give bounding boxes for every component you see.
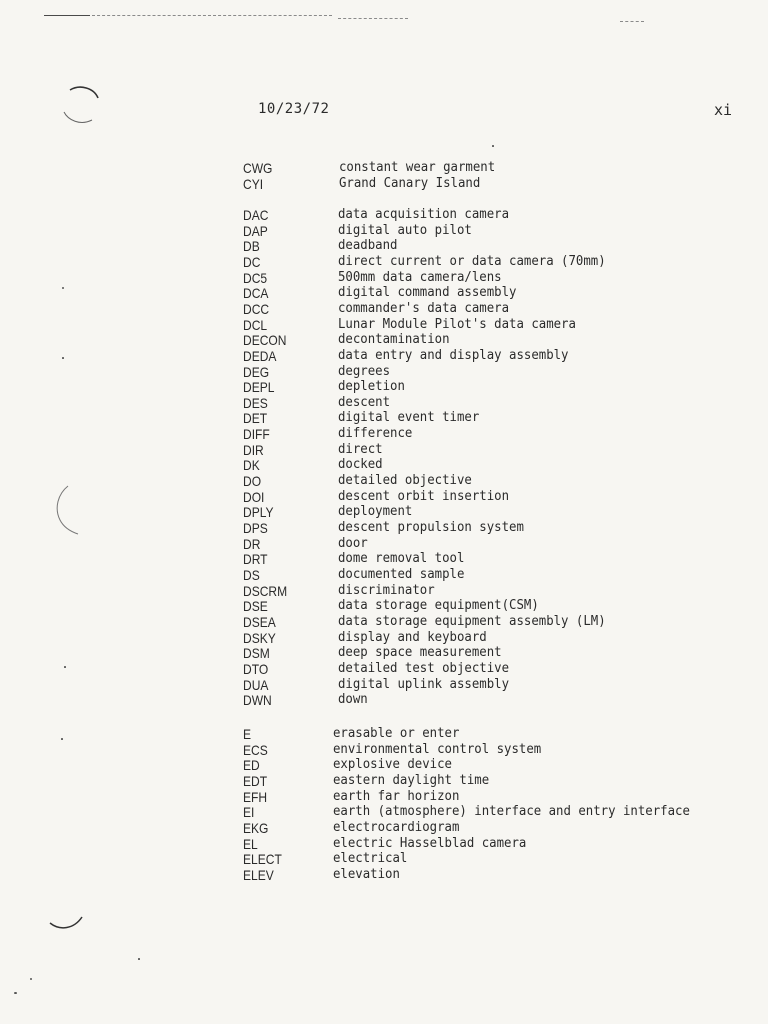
definition: elevation xyxy=(333,866,400,882)
definition: discriminator xyxy=(338,582,435,598)
definition: constant wear garment xyxy=(339,160,496,175)
abbreviation: DCC xyxy=(243,300,270,317)
page-number: xi xyxy=(714,101,733,119)
abbreviation: EL xyxy=(243,835,258,852)
abbreviation: DO xyxy=(243,473,262,490)
definition: deadband xyxy=(338,238,398,254)
document-date: 10/23/72 xyxy=(258,101,330,117)
definition: deployment xyxy=(338,504,413,520)
glossary-entry xyxy=(243,867,713,883)
abbreviation: ELEV xyxy=(243,866,274,883)
glossary-entry xyxy=(243,504,713,520)
definition: data acquisition camera xyxy=(338,207,510,222)
definition: electrocardiogram xyxy=(333,819,460,835)
glossary-entry xyxy=(243,238,713,254)
definition: difference xyxy=(338,426,413,442)
definition: down xyxy=(338,692,368,708)
definition: eastern daylight time xyxy=(333,772,490,788)
definition: erasable or enter xyxy=(333,726,460,741)
abbreviation: EDT xyxy=(243,772,268,789)
definition: earth (atmosphere) interface and entry interface xyxy=(333,804,690,820)
definition: digital command assembly xyxy=(338,285,517,301)
abbreviation: DIFF xyxy=(243,426,270,443)
glossary-entry xyxy=(243,836,713,852)
definition: data entry and display assembly xyxy=(338,347,569,363)
abbreviation: DSEA xyxy=(243,613,276,630)
definition: descent orbit insertion xyxy=(338,488,510,504)
definition: display and keyboard xyxy=(338,629,487,645)
glossary-entry xyxy=(243,677,713,693)
abbreviation: DUA xyxy=(243,676,269,693)
definition: environmental control system xyxy=(333,741,542,757)
definition: Grand Canary Island xyxy=(339,175,481,191)
definition: digital event timer xyxy=(338,410,480,426)
definition: decontamination xyxy=(338,332,450,348)
abbreviation: DCA xyxy=(243,285,269,302)
definition: commander's data camera xyxy=(338,300,510,316)
abbreviation: ELECT xyxy=(243,851,282,868)
definition: digital uplink assembly xyxy=(338,676,510,692)
definition: electric Hasselblad camera xyxy=(333,835,527,851)
glossary-entry xyxy=(243,473,713,489)
abbreviation: E xyxy=(243,726,252,742)
abbreviation: DSE xyxy=(243,598,268,615)
abbreviation: DK xyxy=(243,457,260,474)
definition: earth far horizon xyxy=(333,788,460,804)
abbreviation: DEG xyxy=(243,363,270,380)
definition: direct xyxy=(338,441,383,457)
definition: Lunar Module Pilot's data camera xyxy=(338,316,576,332)
glossary-entry xyxy=(243,489,713,505)
glossary-entry xyxy=(243,645,713,661)
glossary-entry xyxy=(243,520,713,536)
glossary-entry xyxy=(243,583,713,599)
abbreviation: DC xyxy=(243,253,261,270)
glossary-entry xyxy=(243,630,713,646)
definition: data storage equipment(CSM) xyxy=(338,598,539,614)
abbreviation: DIR xyxy=(243,441,264,458)
abbreviation: DC5 xyxy=(243,269,268,286)
glossary-entry xyxy=(243,757,713,773)
definition: degrees xyxy=(338,363,391,379)
glossary-entry xyxy=(243,851,713,867)
abbreviation: DAC xyxy=(243,207,269,223)
glossary-entry xyxy=(243,410,713,426)
definition: 500mm data camera/lens xyxy=(338,269,502,285)
abbreviation: CYI xyxy=(243,175,264,192)
abbreviation: DSM xyxy=(243,645,270,662)
definition: digital auto pilot xyxy=(338,222,472,238)
abbreviation: DES xyxy=(243,394,268,411)
definition: descent xyxy=(338,394,391,410)
abbreviation: DPS xyxy=(243,520,268,536)
abbreviation: DS xyxy=(243,566,260,583)
definition: explosive device xyxy=(333,757,452,773)
glossary-entry xyxy=(243,742,713,758)
glossary-entry xyxy=(243,551,713,567)
glossary-entry xyxy=(243,442,713,458)
glossary-entry xyxy=(243,804,713,820)
abbreviation: DB xyxy=(243,238,260,255)
abbreviation: DEPL xyxy=(243,379,275,396)
glossary-entry xyxy=(243,364,713,380)
definition: door xyxy=(338,535,368,551)
abbreviation: DRT xyxy=(243,551,268,568)
glossary-entry xyxy=(243,789,713,805)
glossary-entry xyxy=(243,207,713,223)
definition: descent propulsion system xyxy=(338,520,524,535)
abbreviation: EFH xyxy=(243,788,268,805)
definition: deep space measurement xyxy=(338,645,502,661)
definition: detailed test objective xyxy=(338,660,510,676)
glossary-entry xyxy=(243,395,713,411)
definition: data storage equipment assembly (LM) xyxy=(338,613,606,629)
definition: documented sample xyxy=(338,566,465,582)
abbreviation: DR xyxy=(243,535,261,552)
glossary-entry xyxy=(243,726,713,742)
definition: docked xyxy=(338,457,383,473)
abbreviation: ED xyxy=(243,757,260,774)
abbreviation: CWG xyxy=(243,160,273,176)
glossary-entry xyxy=(243,773,713,789)
abbreviation: DWN xyxy=(243,692,272,709)
glossary-entry xyxy=(243,285,713,301)
glossary-entry xyxy=(243,820,713,836)
glossary-entry xyxy=(243,457,713,473)
glossary-entry xyxy=(243,301,713,317)
abbreviation: DPLY xyxy=(243,504,274,521)
abbreviation: DECON xyxy=(243,332,287,349)
glossary-entry xyxy=(243,614,713,630)
abbreviation: DTO xyxy=(243,660,269,677)
glossary-entry xyxy=(243,254,713,270)
abbreviation: DET xyxy=(243,410,268,427)
glossary-entry xyxy=(243,379,713,395)
abbreviation: DSKY xyxy=(243,629,276,646)
glossary-entry xyxy=(243,692,713,708)
abbreviation: DAP xyxy=(243,222,268,239)
glossary-entry xyxy=(243,598,713,614)
glossary-entry xyxy=(243,270,713,286)
glossary-entry xyxy=(243,332,713,348)
definition: direct current or data camera (70mm) xyxy=(338,253,606,269)
abbreviation: DCL xyxy=(243,316,268,333)
glossary-entry xyxy=(243,536,713,552)
definition: electrical xyxy=(333,851,408,867)
abbreviation: DEDA xyxy=(243,347,277,364)
glossary-entry xyxy=(243,317,713,333)
abbreviation: DSCRM xyxy=(243,582,288,599)
glossary-entry xyxy=(243,160,713,176)
definition: depletion xyxy=(338,379,405,395)
abbreviation: EI xyxy=(243,804,255,821)
abbreviation: DOI xyxy=(243,488,265,505)
glossary-entry xyxy=(243,426,713,442)
definition: dome removal tool xyxy=(338,551,465,567)
abbreviation: ECS xyxy=(243,741,268,758)
glossary-entry xyxy=(243,567,713,583)
definition: detailed objective xyxy=(338,473,472,489)
abbreviation: EKG xyxy=(243,819,269,836)
glossary-entry xyxy=(243,176,713,192)
glossary-entry xyxy=(243,223,713,239)
glossary-entry xyxy=(243,661,713,677)
glossary-entry xyxy=(243,348,713,364)
